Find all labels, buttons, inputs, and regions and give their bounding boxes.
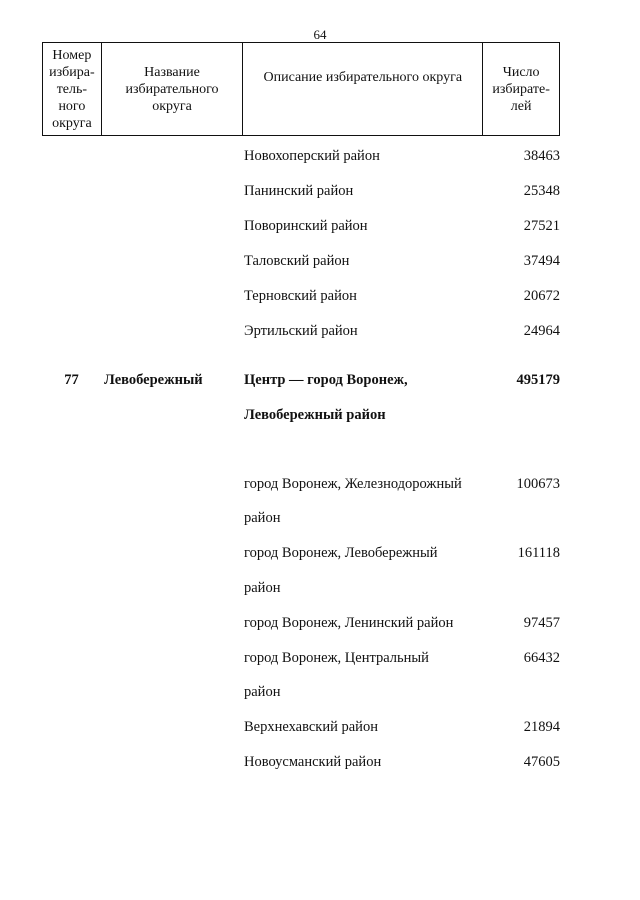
table-row-description: Таловский район [244, 253, 350, 269]
table-row-voters: 97457 [523, 615, 560, 631]
table-row-description-cont: район [244, 580, 281, 596]
table-row-description: город Воронеж, Центральный [244, 650, 429, 666]
header-voter-count: Число избирате- лей [492, 64, 550, 114]
district-number: 77 [64, 372, 79, 388]
table-row-voters: 47605 [523, 754, 560, 770]
table-row-voters: 21894 [523, 719, 560, 735]
table-row-description: город Воронеж, Левобережный [244, 545, 438, 561]
table-row-description: Новохоперский район [244, 148, 380, 164]
table-row-voters: 161118 [517, 545, 560, 561]
district-center-line2: Левобережный район [244, 407, 386, 423]
table-row-description: Терновский район [244, 288, 357, 304]
table-row-voters: 27521 [523, 218, 560, 234]
table-row-description: город Воронеж, Железнодорожный [244, 476, 462, 492]
header-district-name: Название избирательного округа [102, 43, 243, 135]
district-total-voters: 495179 [516, 372, 560, 388]
table-row-description: Верхнехавский район [244, 719, 378, 735]
table-row-description: Эртильский район [244, 323, 358, 339]
district-center-line1: Центр — город Воронеж, [244, 372, 408, 388]
table-row-description: Панинский район [244, 183, 354, 199]
table-row-voters: 100673 [516, 476, 560, 492]
table-header [42, 42, 560, 136]
header-district-description: Описание избирательного округа [243, 43, 483, 135]
table-row-voters: 37494 [523, 253, 560, 269]
table-row-description-cont: район [244, 510, 281, 526]
table-row-description-cont: район [244, 684, 281, 700]
table-row-voters: 38463 [523, 148, 560, 164]
district-name: Левобережный [104, 372, 203, 388]
table-row-voters: 20672 [523, 288, 560, 304]
page-number: 64 [313, 27, 327, 42]
table-row-description: Новоусманский район [244, 754, 382, 770]
table-row-voters: 66432 [523, 650, 560, 666]
table-row-voters: 24964 [523, 323, 560, 339]
table-row-description: Поворинский район [244, 218, 368, 234]
table-row-description: город Воронеж, Ленинский район [244, 615, 454, 631]
table-row-voters: 25348 [523, 183, 560, 199]
header-district-number: Номер избира- тель- ного округа [43, 43, 102, 135]
